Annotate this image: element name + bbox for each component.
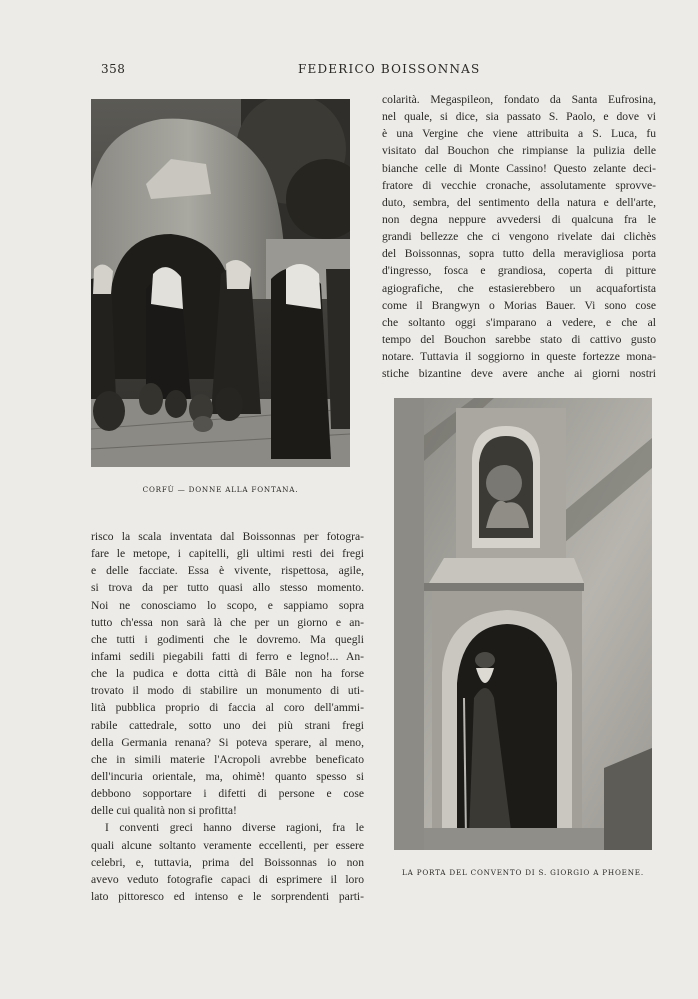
text-line: rabile cattedrale, sotto uno dei più strani fregi — [91, 718, 364, 732]
text-line: del Boissonnas, sopra tutto della meravigliosa porta — [382, 247, 656, 261]
text-line: lato pittoresco ed intenso e le sorprendenti parti- — [91, 889, 364, 903]
text-line: colarità. Megaspileon, fondato da Santa Eufrosina, — [382, 93, 656, 106]
text-line: non degna neppure avvedersi di qualcuna fra le — [382, 212, 656, 226]
text-line: che la pudica e dotta città di Bâle non ha forse — [91, 667, 364, 681]
text-line: agiografiche, che estasierebbero un acquafortista — [382, 281, 656, 295]
text-line: e delle facciate. Essa è vivente, rispettosa, agile, — [91, 564, 364, 578]
text-line: stiche bizantine deve avere anche ai giorni nostri — [382, 367, 656, 381]
text-line: debbono sopportare i difetti di persone e cose — [91, 787, 364, 801]
text-line: fratore di vecchie cronache, assolutamente sprovve- — [382, 178, 656, 192]
page-number: 358 — [101, 62, 126, 76]
text-line: visitato dal Bouchon che rimpianse la pulizia delle — [382, 144, 656, 158]
text-line: Noi ne conosciamo lo scopo, e sappiamo sopra — [91, 598, 364, 612]
text-line: nel quale, si dice, sia passato S. Paolo, e dove vi — [382, 110, 656, 124]
photo-convent-door — [394, 398, 652, 850]
text-line: lità pubblica proprio di faccia al coro dell'ammi- — [91, 701, 364, 715]
text-line: come il Brangwyn o Morias Bauer. Vi sono cose — [382, 298, 656, 312]
photo-corfu-fountain — [91, 99, 350, 467]
text-line: bianche celle di Monte Cassino! Questo zelante deci- — [382, 161, 656, 175]
text-line: quali alcune soltanto veramente eccellenti, per essere — [91, 838, 364, 852]
text-column-left-bottom — [91, 528, 364, 905]
text-line: dell'incuria orientale, ma, ohimè! quanto spesso si — [91, 769, 364, 783]
text-line: duto, sembra, del sentimento della natura e dell'arte, — [382, 195, 656, 209]
text-line: è una Vergine che viene attribuita a S. Luca, fu — [382, 127, 656, 141]
text-line: I conventi greci hanno diverse ragioni, fra le — [105, 821, 364, 835]
figure-caption-convent: LA PORTA DEL CONVENTO DI S. GIORGIO A PHOENE. — [402, 868, 644, 877]
text-line: della Germania renana? Si poteva sperare, al meno, — [91, 735, 364, 749]
text-line: fare le metope, i capitelli, gli ultimi resti dei fregi — [91, 547, 364, 561]
text-line: si trova da per tutto quasi allo stesso momento. — [91, 581, 364, 595]
text-line: delle cui qualità non si profitta! — [91, 804, 237, 818]
text-line: grandi bellezze che ci vengono rivelate dai clichès — [382, 230, 656, 244]
text-line: avevo veduto fotografie capaci di esprimere il loro — [91, 872, 364, 886]
text-line: risco la scala inventata dal Boissonnas per fotogra- — [91, 530, 364, 543]
figure-caption-corfu: CORFÙ — DONNE ALLA FONTANA. — [142, 485, 299, 494]
text-column-right-top — [382, 91, 656, 382]
text-line: che tutti i godimenti che le dovremo. Ma quegli — [91, 632, 364, 646]
text-line: celebri, e, tuttavia, prima del Boissonnas io non — [91, 855, 364, 869]
text-line: tempo del Bouchon sarebbe stato di cattivo gusto — [382, 332, 656, 346]
text-line: notare. Tuttavia il soggiorno in queste fortezze mona- — [382, 350, 656, 364]
text-line: infami sedili piegabili fatti di ferro e legno!... An- — [91, 649, 364, 663]
text-line: d'ingresso, fosca e grandiosa, coperta di pitture — [382, 264, 656, 278]
text-line: trovato il modo di stabilire un monumento di uti- — [91, 684, 364, 698]
text-line: che soltanto oggi s'imparano a vedere, e che al — [382, 315, 656, 329]
text-line: che in simili materie l'Acropoli avrebbe beneficato — [91, 752, 364, 766]
text-line: tutto ch'essa non sarà là che per un giorno e an- — [91, 615, 364, 629]
running-title: FEDERICO BOISSONNAS — [298, 62, 481, 76]
